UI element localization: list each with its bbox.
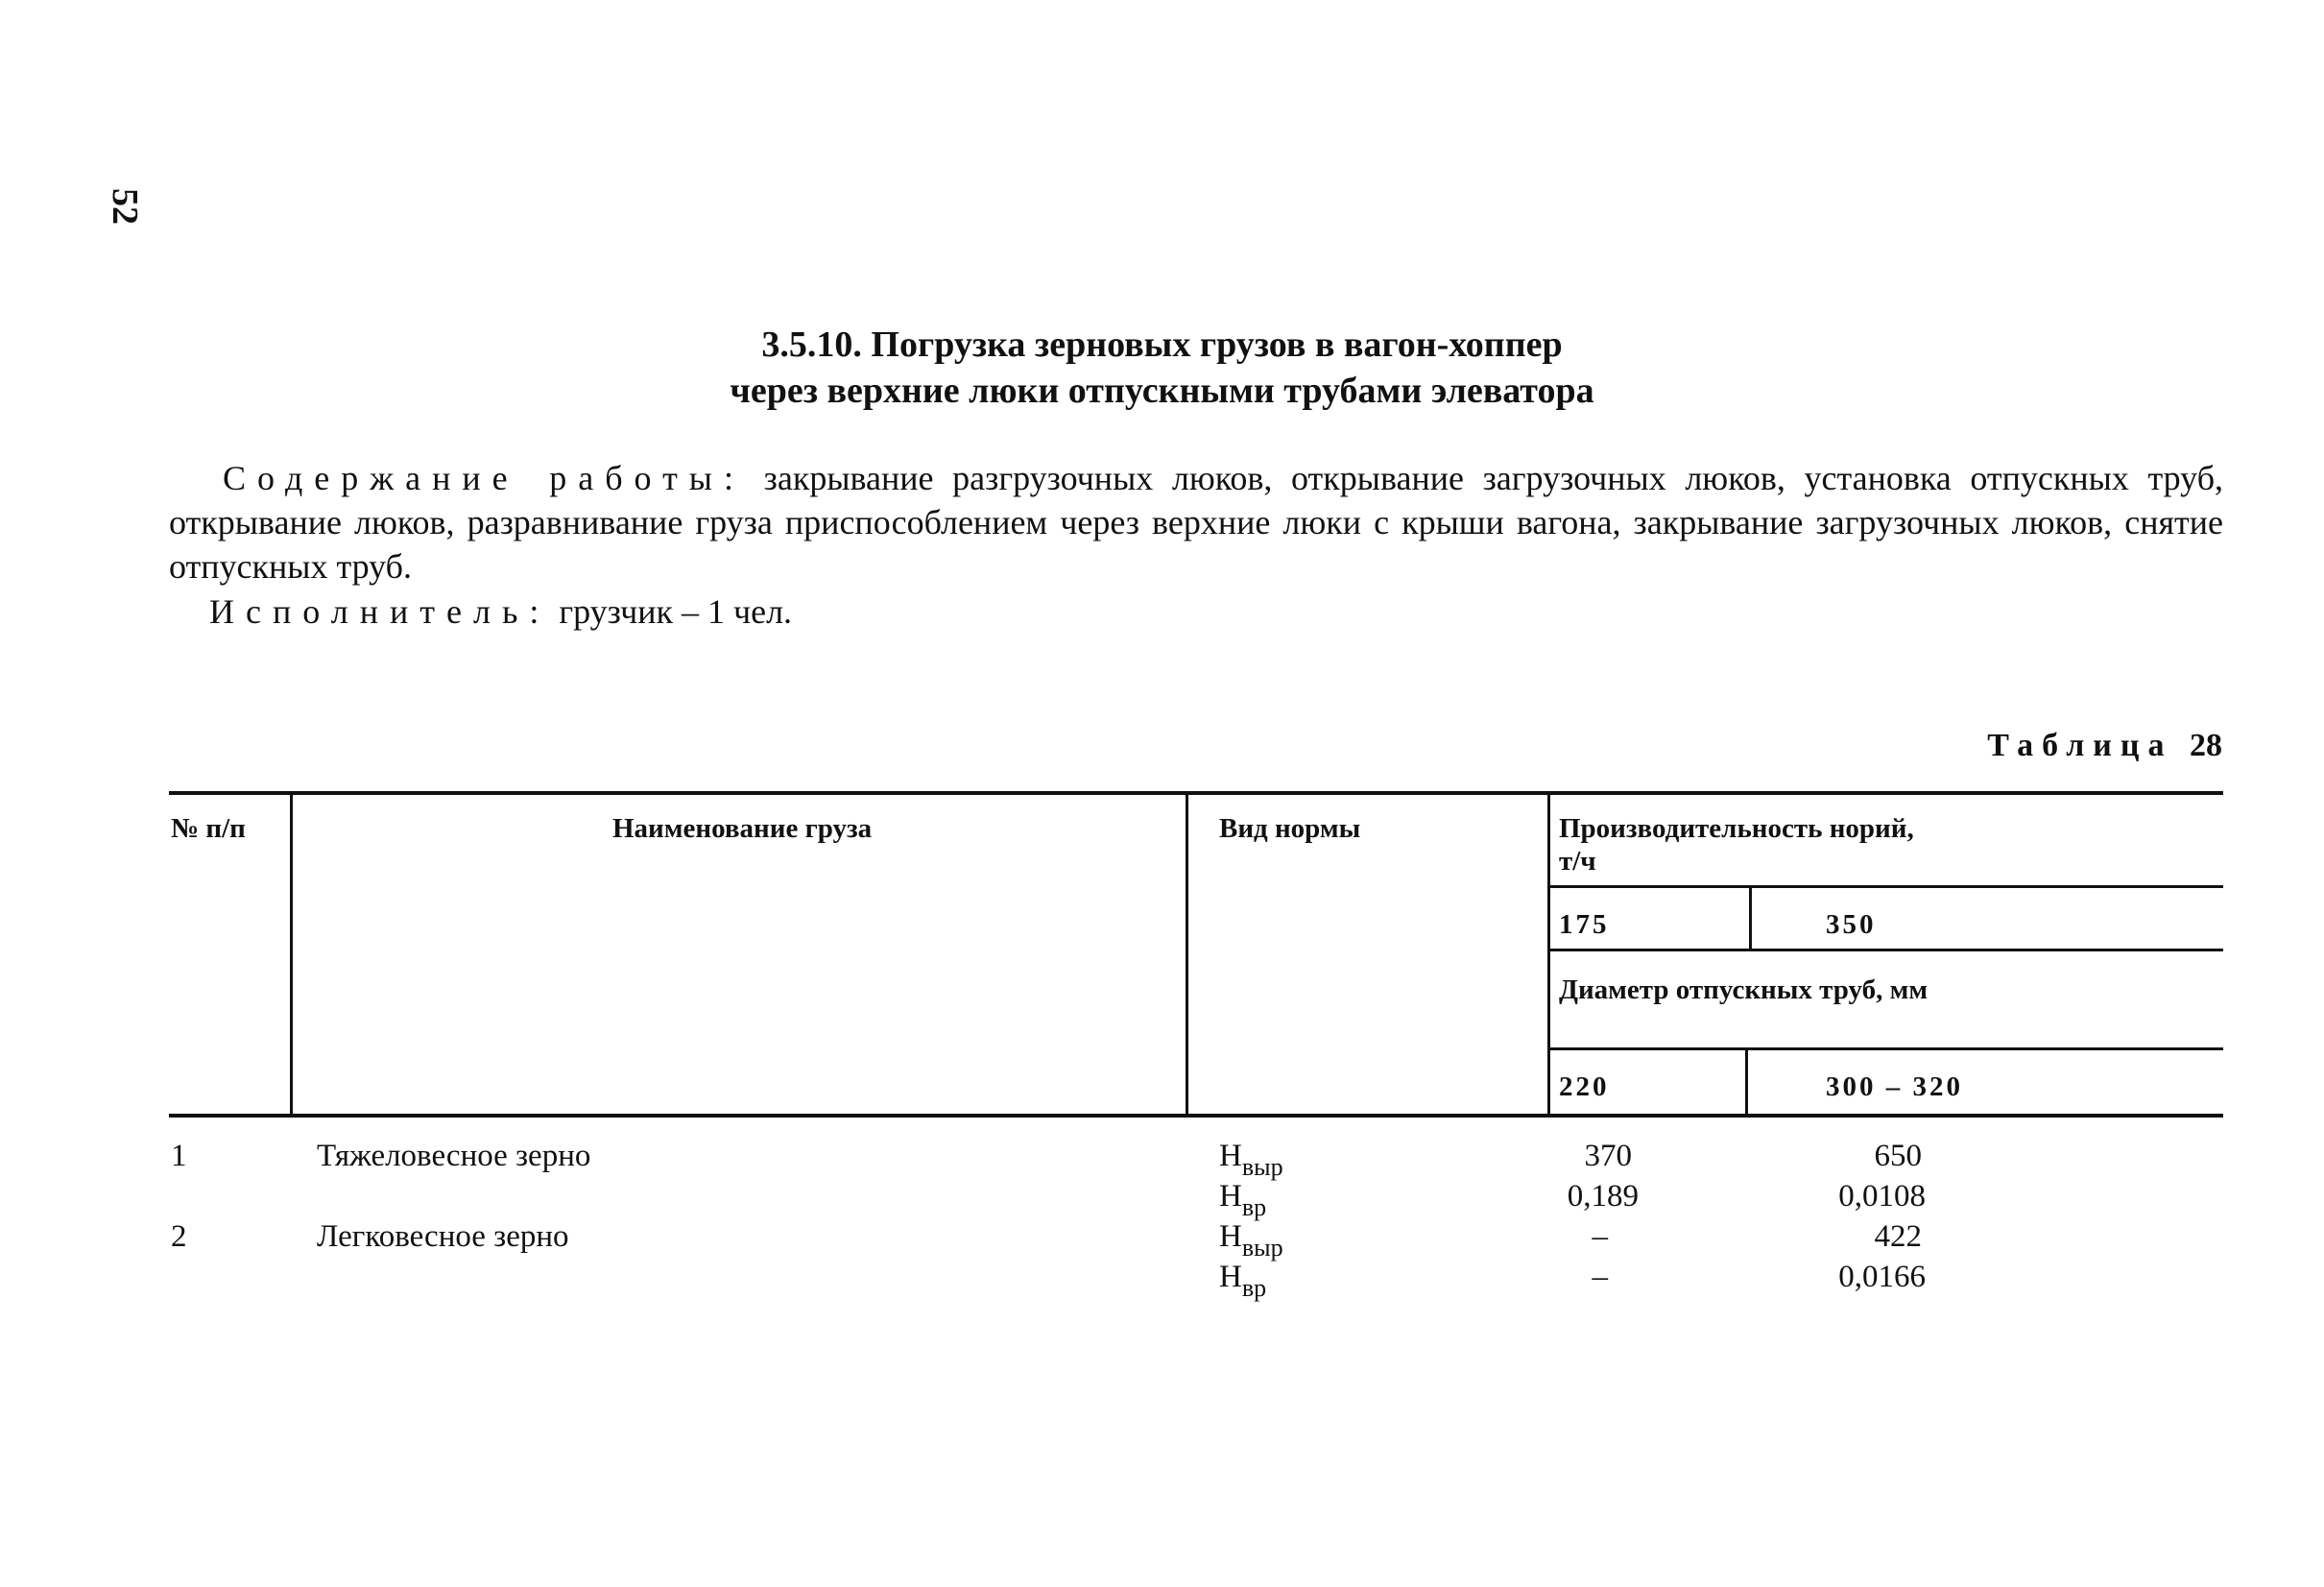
header-norm-type: Вид нормы xyxy=(1219,813,1361,844)
row-2-norm-1-sub: выр xyxy=(1241,1234,1283,1262)
header-diameter-220: 220 xyxy=(1559,1071,1610,1102)
row-2-norm-2-value-2: 0,0166 xyxy=(1838,1260,1926,1294)
column-divider-1 xyxy=(290,793,293,1116)
header-diameter-300-320: 300 – 320 xyxy=(1826,1071,1963,1102)
table-caption-number: 28 xyxy=(2190,728,2222,763)
header-diameter: Диаметр отпускных труб, мм xyxy=(1559,974,1929,1005)
productivity-values-top-rule xyxy=(1549,885,2223,888)
work-content-text: закрывание разгрузочных люков, открывание загрузочных люков, установка отпускных труб, открывание люков, разравнивание груза приспособлением через верхние люки с крыши вагона, закрывание загрузочных люков, снятие отпускных труб. xyxy=(169,459,2224,586)
executor-text: грузчик – 1 чел. xyxy=(559,592,793,631)
column-divider-2 xyxy=(1186,793,1188,1116)
productivity-values-bottom-rule xyxy=(1549,949,2223,951)
diameter-values-top-rule xyxy=(1549,1047,2223,1050)
subcolumn-divider-diameter xyxy=(1745,1049,1748,1114)
row-1-name: Тяжеловесное зерно xyxy=(317,1139,591,1173)
row-1-norm-1-base: Н xyxy=(1219,1139,1242,1173)
table-caption xyxy=(1987,728,2222,764)
row-1-norm-2-value-1: 0,189 xyxy=(1567,1179,1639,1214)
column-divider-3 xyxy=(1547,793,1550,1116)
header-productivity-175: 175 xyxy=(1559,909,1610,940)
section-heading-line-2: через верхние люки отпускными трубами элеватора xyxy=(730,371,1594,411)
row-2-norm-1-value-1: – xyxy=(1592,1219,1608,1254)
row-1-num: 1 xyxy=(171,1139,187,1173)
row-2-norm-2-sub: вр xyxy=(1241,1274,1267,1302)
row-2-norm-2-value-1: – xyxy=(1592,1260,1608,1294)
table-header-bottom-rule xyxy=(169,1114,2223,1118)
subcolumn-divider-productivity xyxy=(1749,887,1752,949)
row-1-norm-1-sub: выр xyxy=(1241,1153,1283,1181)
row-1-norm-2-base: Н xyxy=(1219,1179,1242,1214)
header-num: № п/п xyxy=(171,813,246,844)
executor-label: Исполнитель: xyxy=(209,592,551,631)
row-1-norm-2-value-2: 0,0108 xyxy=(1838,1179,1926,1214)
row-2-norm-2-base: Н xyxy=(1219,1260,1242,1294)
row-1-norm-1-value-2: 650 xyxy=(1874,1139,1922,1173)
row-1-norm-2-sub: вр xyxy=(1241,1193,1267,1221)
page-number: 52 xyxy=(105,188,145,225)
header-productivity-350: 350 xyxy=(1826,909,1877,940)
table-caption-label: Таблица xyxy=(1987,728,2173,763)
row-2-norm-1-value-2: 422 xyxy=(1874,1219,1922,1254)
row-2-num: 2 xyxy=(171,1219,187,1254)
row-2-name: Легковесное зерно xyxy=(317,1219,569,1254)
work-content-paragraph xyxy=(169,456,2223,589)
row-2-norm-1-base: Н xyxy=(1219,1219,1242,1254)
row-1-norm-1-value-1: 370 xyxy=(1584,1139,1632,1173)
header-productivity: Производительность норий, т/ч xyxy=(1559,813,1914,877)
section-heading-line-1: 3.5.10. Погрузка зерновых грузов в вагон-хоппер xyxy=(761,325,1563,365)
table-top-rule xyxy=(169,791,2223,795)
row-2-norm-2 xyxy=(1219,1258,1266,1308)
header-name: Наименование груза xyxy=(612,813,873,844)
executor-paragraph xyxy=(169,589,2223,634)
work-content-label: Содержание работы: xyxy=(223,459,745,497)
